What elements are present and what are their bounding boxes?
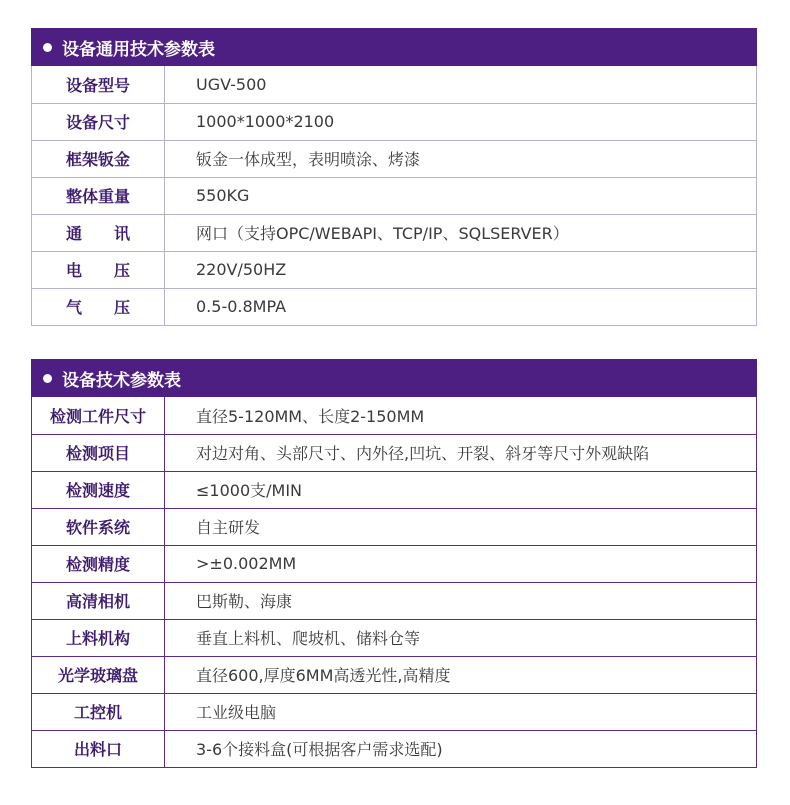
row-value: 直径600,厚度6MM高透光性,高精度: [165, 656, 757, 693]
row-label: 检测项目: [32, 434, 165, 471]
row-label: 设备尺寸: [32, 103, 165, 140]
table-row: [32, 140, 757, 177]
table-row: [32, 434, 757, 471]
bullet-dot-icon: [43, 374, 52, 383]
row-value: ≤1000支/MIN: [165, 471, 757, 508]
tech-spec-section: [31, 359, 757, 768]
row-value: 1000*1000*2100: [165, 103, 757, 140]
row-label: 检测精度: [32, 545, 165, 582]
row-label: 检测速度: [32, 471, 165, 508]
row-value: 自主研发: [165, 508, 757, 545]
table-row: [32, 397, 757, 434]
row-label: 电 压: [32, 251, 165, 288]
table-row: [32, 545, 757, 582]
table-row: [32, 508, 757, 545]
row-label: 上料机构: [32, 619, 165, 656]
row-label: 工控机: [32, 693, 165, 730]
row-label: 高清相机: [32, 582, 165, 619]
bullet-dot-icon: [43, 43, 52, 52]
row-label: 出料口: [32, 730, 165, 767]
row-label: 检测工件尺寸: [32, 397, 165, 434]
table-row: [32, 288, 757, 325]
row-value: 网口（支持OPC/WEBAPI、TCP/IP、SQLSERVER）: [165, 214, 757, 251]
table-row: [32, 251, 757, 288]
table-row: [32, 214, 757, 251]
row-value: UGV-500: [165, 66, 757, 103]
table-row: [32, 582, 757, 619]
row-value: >±0.002MM: [165, 545, 757, 582]
row-label: 整体重量: [32, 177, 165, 214]
tech-spec-header: [31, 359, 757, 397]
tech-spec-title: 设备技术参数表: [62, 370, 181, 391]
row-value: 550KG: [165, 177, 757, 214]
row-value: 0.5-0.8MPA: [165, 288, 757, 325]
table-row: [32, 177, 757, 214]
row-label: 气 压: [32, 288, 165, 325]
general-spec-header: [31, 28, 757, 66]
row-value: 巴斯勒、海康: [165, 582, 757, 619]
row-label: 设备型号: [32, 66, 165, 103]
table-row: [32, 471, 757, 508]
tech-spec-table: [31, 397, 757, 768]
row-value: 对边对角、头部尺寸、内外径,凹坑、开裂、斜牙等尺寸外观缺陷: [165, 434, 757, 471]
table-row: [32, 730, 757, 767]
row-value: 3-6个接料盒(可根据客户需求选配): [165, 730, 757, 767]
row-value: 钣金一体成型，表明喷涂、烤漆: [165, 140, 757, 177]
row-value: 垂直上料机、爬坡机、储料仓等: [165, 619, 757, 656]
row-label: 通 讯: [32, 214, 165, 251]
table-row: [32, 103, 757, 140]
row-label: 框架钣金: [32, 140, 165, 177]
table-row: [32, 619, 757, 656]
general-spec-title: 设备通用技术参数表: [62, 39, 215, 60]
table-row: [32, 66, 757, 103]
table-row: [32, 693, 757, 730]
row-value: 直径5-120MM、长度2-150MM: [165, 397, 757, 434]
row-label: 光学玻璃盘: [32, 656, 165, 693]
general-spec-table: [31, 66, 757, 326]
table-row: [32, 656, 757, 693]
row-value: 工业级电脑: [165, 693, 757, 730]
row-value: 220V/50HZ: [165, 251, 757, 288]
row-label: 软件系统: [32, 508, 165, 545]
general-spec-section: [31, 28, 757, 326]
